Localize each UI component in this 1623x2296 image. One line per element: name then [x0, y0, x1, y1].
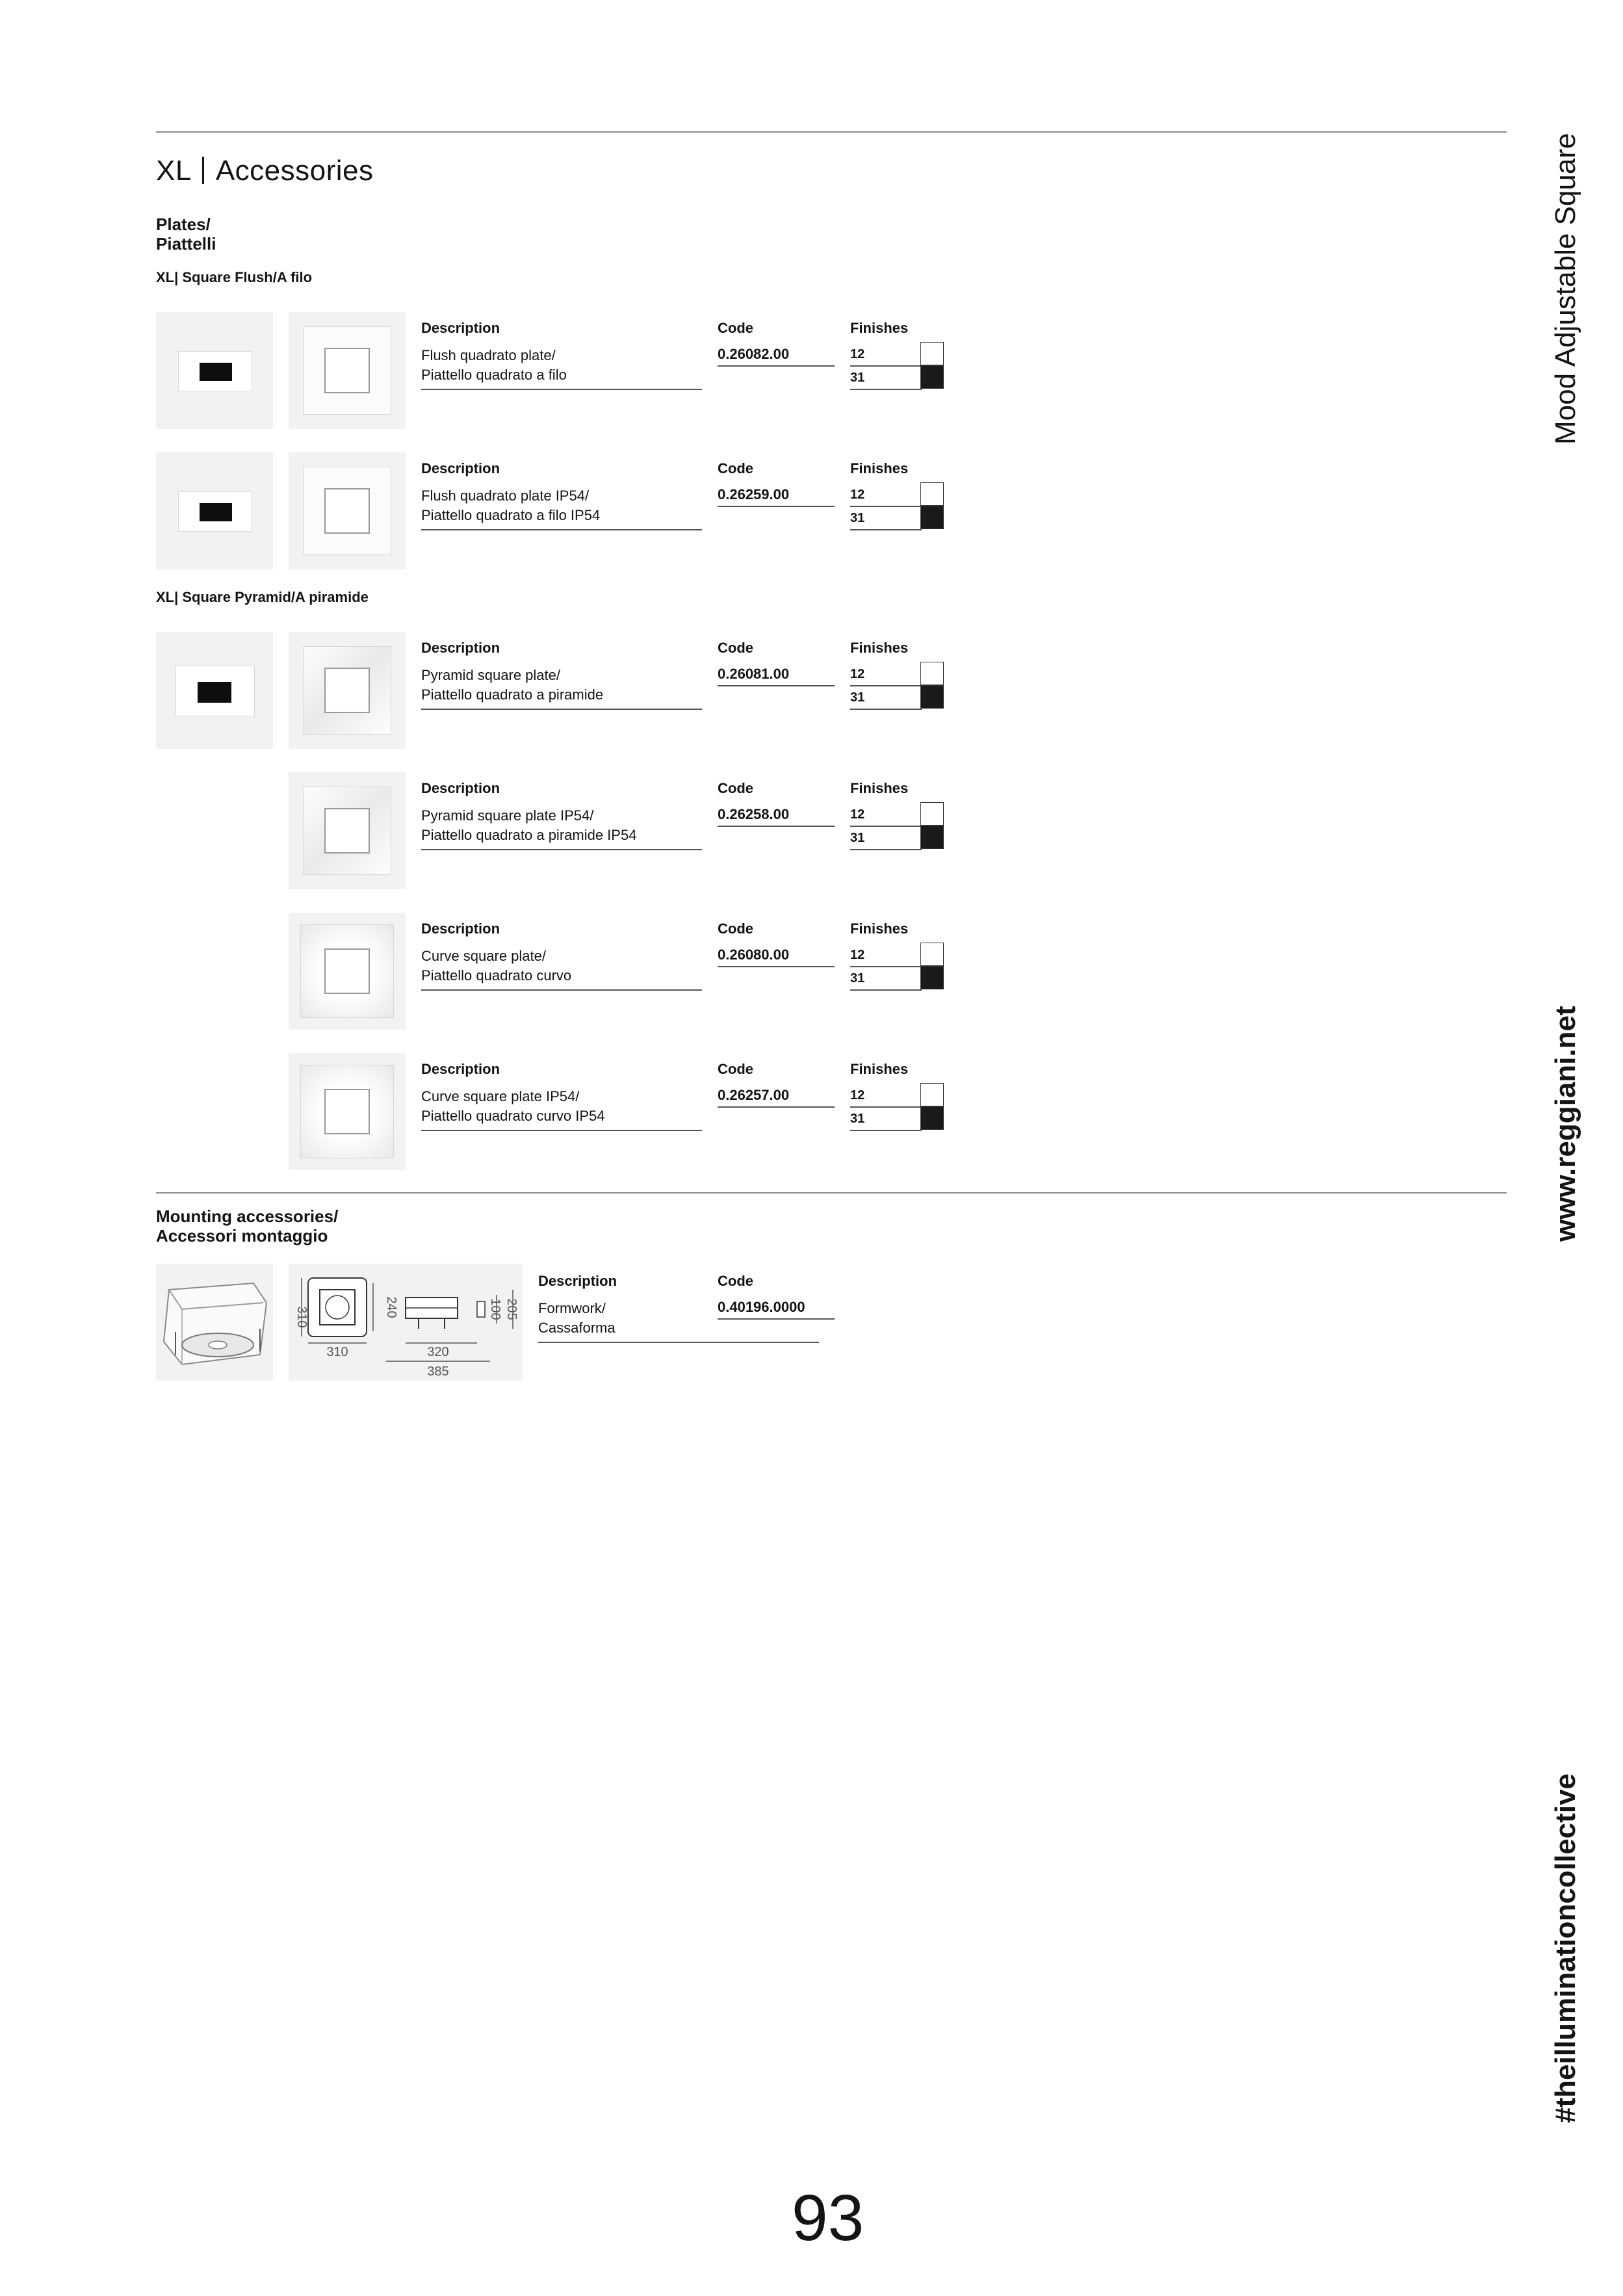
mounting-code-label: Code — [718, 1273, 753, 1289]
plate-top-view-image — [289, 452, 406, 569]
finish-swatch-black — [920, 966, 944, 989]
item-code: 0.26259.00 — [718, 486, 790, 502]
item-description-it: Piattello quadrato curvo — [421, 967, 572, 984]
formwork-illustration — [156, 1264, 273, 1381]
description-rule — [421, 989, 702, 991]
finish-rule — [850, 989, 922, 991]
plates-heading — [156, 215, 216, 254]
item-description-en: Curve square plate/ — [421, 948, 546, 964]
mounting-heading — [156, 1207, 338, 1246]
dim-205: 205 — [504, 1298, 519, 1320]
item-code: 0.26081.00 — [718, 666, 790, 682]
finish-swatch-black — [920, 365, 944, 389]
code-label: Code — [718, 780, 753, 796]
mounting-description-rule — [538, 1342, 819, 1343]
code-label: Code — [718, 640, 753, 656]
code-label: Code — [718, 320, 753, 336]
finish-code-12: 12 — [850, 347, 865, 361]
plate-top-view-image — [289, 772, 406, 889]
code-rule — [718, 365, 835, 367]
finish-code-31: 31 — [850, 690, 865, 705]
dim-100: 100 — [488, 1298, 502, 1320]
sidebar-hashtag: #theilluminationcollective — [1550, 1773, 1581, 2123]
finish-swatch-black — [920, 506, 944, 529]
item-description-it: Piattello quadrato a piramide IP54 — [421, 827, 637, 843]
description-label: Description — [421, 460, 500, 476]
description-label: Description — [421, 320, 500, 336]
item-description-en: Flush quadrato plate IP54/ — [421, 488, 590, 504]
item-code: 0.26258.00 — [718, 806, 790, 822]
mounting-description-label: Description — [538, 1273, 617, 1289]
description-rule — [421, 849, 702, 850]
finish-code-31: 31 — [850, 371, 865, 385]
finish-code-31: 31 — [850, 971, 865, 985]
item-code: 0.26080.00 — [718, 946, 790, 963]
item-description-it: Piattello quadrato a filo — [421, 367, 567, 383]
finish-rule — [850, 389, 922, 390]
item-description — [421, 666, 603, 705]
dim-385: 385 — [427, 1364, 449, 1379]
finish-rule — [850, 1106, 922, 1108]
formwork-dimension-drawing — [289, 1264, 523, 1381]
finishes-label: Finishes — [850, 320, 909, 336]
plate-top-view-image — [289, 913, 406, 1030]
finish-swatch-white — [920, 802, 944, 826]
item-description-it: Piattello quadrato a filo IP54 — [421, 507, 601, 523]
finish-code-12: 12 — [850, 667, 865, 681]
plate-side-view-image — [156, 632, 273, 749]
section-title: Accessories — [215, 155, 374, 187]
item-description-it: Piattello quadrato curvo IP54 — [421, 1108, 605, 1124]
dim-310-vertical: 310 — [294, 1306, 309, 1328]
dim-310-horizontal: 310 — [326, 1345, 348, 1359]
finish-swatch-white — [920, 662, 944, 685]
mounting-description-it: Cassaforma — [538, 1320, 616, 1336]
item-description — [421, 486, 600, 525]
finish-code-12: 12 — [850, 807, 865, 822]
mounting-code-rule — [718, 1318, 835, 1320]
mounting-divider — [156, 1192, 1507, 1194]
sidebar-website: www.reggiani.net — [1550, 1006, 1581, 1242]
finish-swatch-black — [920, 826, 944, 849]
mounting-description-en: Formwork/ — [538, 1300, 606, 1316]
plates-heading-en: Plates/ — [156, 215, 211, 234]
finish-rule — [850, 506, 922, 507]
plate-top-view-image — [289, 312, 406, 429]
item-description-en: Curve square plate IP54/ — [421, 1088, 580, 1104]
description-rule — [421, 709, 702, 710]
finish-rule — [850, 826, 922, 827]
finish-rule — [850, 365, 922, 367]
mounting-code: 0.40196.0000 — [718, 1299, 805, 1315]
finish-rule — [850, 685, 922, 686]
item-description — [421, 806, 636, 845]
finish-swatch-white — [920, 943, 944, 966]
pyramid-subheading: XL| Square Pyramid/A piramide — [156, 589, 369, 605]
finishes-label: Finishes — [850, 1061, 909, 1077]
description-rule — [421, 529, 702, 530]
mounting-description — [538, 1299, 616, 1338]
finish-code-12: 12 — [850, 488, 865, 502]
dimension-diagram — [289, 1264, 523, 1381]
item-description-en: Pyramid square plate/ — [421, 667, 560, 683]
code-label: Code — [718, 920, 753, 937]
item-code: 0.26257.00 — [718, 1087, 790, 1103]
finishes-label: Finishes — [850, 460, 909, 476]
title-separator — [202, 157, 204, 184]
finish-rule — [850, 849, 922, 850]
finish-code-31: 31 — [850, 831, 865, 845]
code-rule — [718, 506, 835, 507]
finish-swatch-black — [920, 685, 944, 709]
description-rule — [421, 389, 702, 390]
finish-swatch-white — [920, 482, 944, 506]
code-label: Code — [718, 1061, 753, 1077]
plate-side-view-image — [156, 312, 273, 429]
description-label: Description — [421, 920, 500, 937]
finish-swatch-black — [920, 1106, 944, 1130]
finish-code-31: 31 — [850, 511, 865, 525]
item-code: 0.26082.00 — [718, 346, 790, 362]
mounting-heading-it: Accessori montaggio — [156, 1226, 328, 1246]
top-divider — [156, 131, 1507, 133]
plate-top-view-image — [289, 1053, 406, 1170]
description-label: Description — [421, 1061, 500, 1077]
code-rule — [718, 826, 835, 827]
description-rule — [421, 1130, 702, 1131]
description-label: Description — [421, 640, 500, 656]
finish-code-31: 31 — [850, 1112, 865, 1126]
finish-rule — [850, 966, 922, 967]
finishes-label: Finishes — [850, 780, 909, 796]
series-label: XL — [156, 155, 192, 187]
finishes-label: Finishes — [850, 920, 909, 937]
finish-swatch-white — [920, 342, 944, 365]
dim-240: 240 — [384, 1296, 398, 1318]
finish-rule — [850, 1130, 922, 1131]
item-description-en: Pyramid square plate IP54/ — [421, 807, 594, 824]
sidebar-product-name: Mood Adjustable Square — [1550, 133, 1581, 445]
plate-side-view-image — [156, 452, 273, 569]
finish-swatch-white — [920, 1083, 944, 1106]
item-description — [421, 946, 571, 985]
mounting-heading-en: Mounting accessories/ — [156, 1207, 339, 1226]
page-number: 93 — [792, 2182, 864, 2254]
flush-subheading: XL| Square Flush/A filo — [156, 269, 313, 285]
finish-code-12: 12 — [850, 1088, 865, 1102]
item-description-it: Piattello quadrato a piramide — [421, 686, 604, 703]
item-description — [421, 346, 567, 385]
code-rule — [718, 966, 835, 967]
code-rule — [718, 1106, 835, 1108]
item-description-en: Flush quadrato plate/ — [421, 347, 556, 363]
finish-code-12: 12 — [850, 948, 865, 962]
dim-320: 320 — [427, 1345, 449, 1359]
plate-top-view-image — [289, 632, 406, 749]
finish-rule — [850, 709, 922, 710]
formwork-photo — [156, 1264, 273, 1381]
page-title — [156, 155, 374, 187]
finish-rule — [850, 529, 922, 530]
description-label: Description — [421, 780, 500, 796]
code-label: Code — [718, 460, 753, 476]
code-rule — [718, 685, 835, 686]
item-description — [421, 1087, 605, 1126]
finishes-label: Finishes — [850, 640, 909, 656]
plates-heading-it: Piattelli — [156, 234, 216, 254]
